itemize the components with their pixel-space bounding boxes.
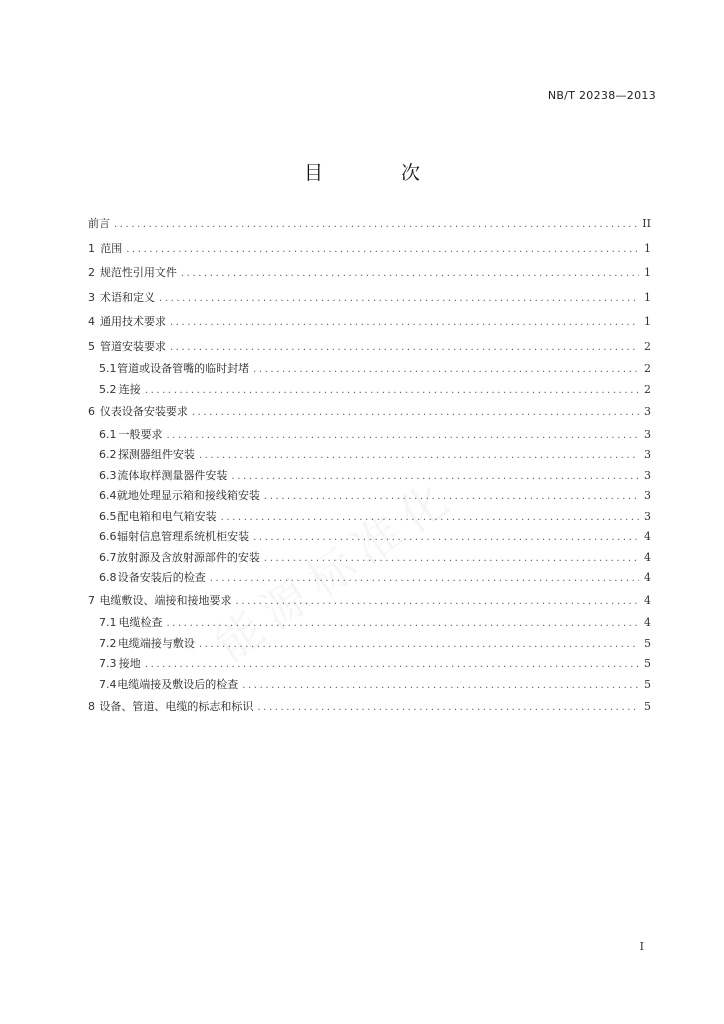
toc-entry-number: 5: [88, 339, 95, 353]
toc-dot-leader: [236, 590, 639, 615]
toc-entry-number: 7.3: [99, 657, 117, 670]
toc-dot-leader: [114, 213, 638, 238]
toc-entry-label: 辐射信息管理系统机柜安装: [117, 530, 250, 543]
toc-entry-page: 5: [644, 636, 651, 650]
toc-dot-leader: [159, 287, 639, 312]
toc-dot-leader: [170, 336, 639, 361]
toc-entry-page: 1: [644, 241, 651, 255]
toc-entry-label: 设备安装后的检查: [117, 571, 206, 584]
toc-entry[interactable]: [88, 286, 651, 311]
toc-entry-number: 2: [88, 266, 95, 279]
toc-entry-label: 就地处理显示箱和接线箱安装: [116, 489, 260, 502]
toc-entry-label: 电缆敷设、端接和接地要求: [99, 593, 232, 607]
toc-entry-label: 术语和定义: [100, 290, 156, 304]
toc-entry[interactable]: [88, 589, 651, 614]
toc-entry-number: 6.7: [99, 550, 117, 564]
toc-entry-page: 5: [644, 677, 651, 691]
toc-entry[interactable]: [88, 466, 651, 487]
toc-entry-page: 4: [644, 616, 651, 629]
toc-entry-label: 设备、管道、电缆的标志和标识: [99, 700, 254, 713]
toc-entry-page: 3: [644, 427, 651, 441]
toc-entry-number: 7.1: [99, 616, 117, 629]
toc-entry-number: 7.2: [99, 636, 117, 650]
toc-entry-label: 管道或设备管嘴的临时封堵: [117, 362, 250, 375]
toc-entry-label: 电缆端接及敷设后的检查: [117, 677, 239, 691]
toc-dot-leader: [231, 467, 639, 488]
toc-entry-number: 7: [88, 593, 95, 607]
toc-entry[interactable]: [88, 507, 651, 528]
toc-entry[interactable]: [88, 310, 651, 335]
toc-entry[interactable]: [88, 486, 651, 507]
toc-entry-page: 1: [644, 315, 651, 328]
toc-entry-number: 6: [88, 405, 95, 418]
toc-entry-number: 6.5: [99, 509, 117, 523]
toc-dot-leader: [166, 426, 639, 447]
toc-dot-leader: [145, 381, 639, 402]
toc-entry-number: 6.3: [99, 468, 117, 482]
toc-entry[interactable]: [88, 212, 651, 237]
toc-entry-label: 探测器组件安装: [117, 448, 195, 461]
toc-entry-number: 6.4: [99, 489, 117, 502]
toc-entry[interactable]: [88, 613, 651, 634]
toc-dot-leader: [199, 635, 639, 656]
toc-dot-leader: [221, 508, 639, 529]
toc-entry-number: 6.8: [99, 571, 117, 584]
toc-entry[interactable]: [88, 261, 651, 286]
toc-dot-leader: [253, 360, 639, 381]
toc-entry[interactable]: [88, 335, 651, 360]
toc-entry[interactable]: [88, 568, 651, 589]
toc-entry[interactable]: [88, 400, 651, 425]
toc-entry-label: 接地: [118, 657, 141, 670]
toc-dot-leader: [170, 311, 639, 336]
toc-entry-label: 管道安装要求: [99, 339, 166, 353]
toc-entry[interactable]: [88, 527, 651, 548]
toc-entry-label: 一般要求: [118, 427, 163, 441]
toc-dot-leader: [264, 487, 639, 508]
toc-entry[interactable]: [88, 695, 651, 720]
toc-entry-label: 连接: [118, 382, 141, 396]
toc-dot-leader: [257, 696, 639, 721]
toc-dot-leader: [192, 401, 639, 426]
toc-entry-label: 规范性引用文件: [99, 266, 177, 279]
toc-entry[interactable]: [88, 654, 651, 675]
toc-entry[interactable]: [88, 380, 651, 401]
toc-dot-leader: [242, 676, 639, 697]
toc-entry-page: 4: [644, 530, 651, 543]
toc-entry[interactable]: [88, 359, 651, 380]
toc-entry[interactable]: [88, 634, 651, 655]
toc-entry-page: 1: [644, 266, 651, 279]
toc-dot-leader: [126, 238, 639, 263]
toc-entry-page: 4: [644, 593, 651, 607]
toc-entry-page: 5: [644, 657, 651, 670]
toc-entry-page: 2: [644, 339, 651, 353]
toc-entry-number: 5.1: [99, 362, 117, 375]
toc-entry-number: 6.2: [99, 448, 117, 461]
toc-entry-page: II: [642, 217, 651, 230]
toc-entry-page: 3: [644, 448, 651, 461]
toc-entry-number: 1: [88, 241, 95, 255]
toc-entry-number: 7.4: [99, 677, 117, 691]
toc-entry-label: 通用技术要求: [99, 315, 166, 328]
toc-entry-page: 3: [644, 509, 651, 523]
toc-entry-label: 前言: [88, 217, 110, 230]
toc-entry-page: 2: [644, 362, 651, 375]
toc-entry-label: 放射源及含放射源部件的安装: [116, 550, 260, 564]
toc-entry-label: 范围: [100, 241, 123, 255]
toc-entry-page: 2: [644, 382, 651, 396]
toc-entry-page: 1: [644, 290, 651, 304]
toc-entry-page: 4: [644, 571, 651, 584]
toc-entry-page: 5: [644, 700, 651, 713]
table-of-contents: [88, 212, 651, 720]
toc-entry[interactable]: [88, 675, 651, 696]
toc-dot-leader: [181, 262, 639, 287]
toc-entry-label: 仪表设备安装要求: [99, 405, 188, 418]
document-code: NB/T 20238—2013: [547, 89, 656, 102]
toc-entry-page: 3: [644, 405, 651, 418]
toc-entry-page: 3: [644, 489, 651, 502]
toc-entry[interactable]: [88, 445, 651, 466]
toc-dot-leader: [210, 569, 639, 590]
toc-dot-leader: [253, 528, 639, 549]
toc-entry[interactable]: [88, 425, 651, 446]
toc-entry-number: 8: [88, 700, 95, 713]
toc-entry-number: 4: [88, 315, 95, 328]
toc-dot-leader: [145, 655, 639, 676]
page-title: 目 次: [303, 162, 457, 184]
toc-dot-leader: [199, 446, 639, 467]
toc-entry-label: 配电箱和电气箱安装: [117, 509, 217, 523]
toc-entry-label: 电缆端接与敷设: [117, 636, 195, 650]
toc-entry-number: 5.2: [99, 382, 117, 396]
toc-entry-label: 电缆检查: [118, 616, 163, 629]
toc-dot-leader: [264, 549, 639, 570]
page-number: I: [639, 940, 644, 953]
toc-entry-number: 6.1: [99, 427, 117, 441]
toc-dot-leader: [166, 614, 639, 635]
toc-entry-page: 4: [644, 550, 651, 564]
toc-entry-label: 流体取样测量器件安装: [117, 468, 228, 482]
toc-entry[interactable]: [88, 548, 651, 569]
toc-entry-number: 6.6: [99, 530, 117, 543]
toc-entry-page: 3: [644, 468, 651, 482]
toc-entry-number: 3: [88, 290, 95, 304]
toc-entry[interactable]: [88, 237, 651, 262]
